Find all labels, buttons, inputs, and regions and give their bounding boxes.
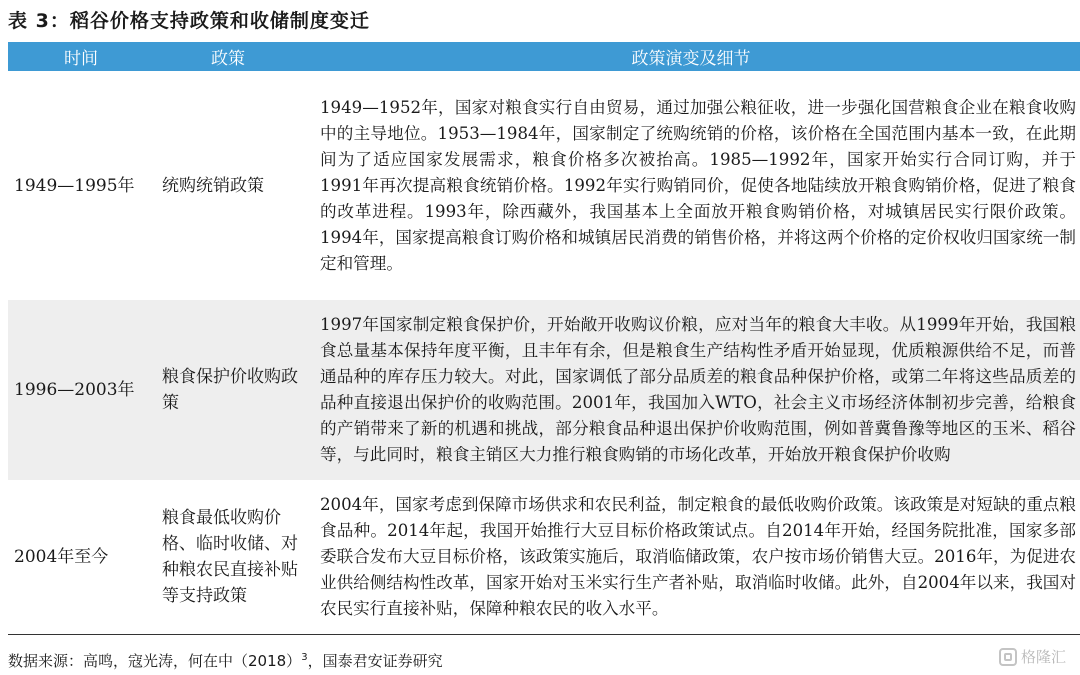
source-footnote: 3: [301, 652, 308, 663]
header-policy: 政策: [211, 49, 245, 69]
header-time: 时间: [64, 49, 98, 69]
policy-cell: 粮食最低收购价格、临时收储、对种粮农民直接补贴等支持政策: [162, 508, 298, 606]
time-cell: 2004年至今: [14, 547, 109, 567]
time-cell: 1949—1995年: [14, 175, 135, 196]
table-row: [8, 300, 1080, 480]
detail-cell: 1949—1952年，国家对粮食实行自由贸易，通过加强公粮征收，进一步强化国营粮食企业在粮食收购中的主导地位。1953—1984年，国家制定了统购统销的价格，该价格在全国范围内基本一致，在此期间为了适应国家发展需求，粮食价格多次被抬高。1985—1992年，国家开始实行合同订购，并于1991年再次提高粮食统销价格。1992年实行购销同价，促使各地陆续放开粮食购销价格，促进了粮食的改革进程。1993年，除西藏外，我国基本上全面放开粮食购销价格，对城镇居民实行限价政策。1994年，国家提高粮食订购价格和城镇居民消费的销售价格，并将这两个价格的定价权收归国家统一制定和管理。: [320, 97, 1076, 273]
source-text: 数据来源：高鸣，寇光涛，何在中（2018）: [8, 652, 302, 670]
watermark-text: 格隆汇: [1020, 648, 1066, 666]
source-suffix: ，国泰君安证券研究: [307, 652, 443, 670]
header-detail: 政策演变及细节: [631, 49, 751, 69]
logo-icon: [999, 648, 1017, 666]
policy-table: [8, 42, 1080, 634]
policy-cell: 统购统销政策: [162, 175, 264, 196]
table-title: 表 3：稻谷价格支持政策和收储制度变迁: [8, 10, 370, 32]
table-bottom-rule: [8, 634, 1080, 635]
detail-cell: 1997年国家制定粮食保护价，开始敞开收购议价粮，应对当年的粮食大丰收。从1999年开始，我国粮食总量基本保持年度平衡，且丰年有余，但是粮食生产结构性矛盾开始显现，优质粮源供给不足，而普通品种的库存压力较大。对此，国家调低了部分品质差的粮食品种保护价格，或第二年将这些品质差的品种直接退出保护价的收购范围。2001年，我国加入WTO，社会主义市场经济体制初步完善，给粮食的产销带来了新的机遇和挑战，部分粮食品种退出保护价收购范围，例如普冀鲁豫等地区的玉米、稻谷等，与此同时，粮食主销区大力推行粮食购销的市场化改革，开始放开粮食保护价收购: [320, 315, 1076, 464]
table-header-row: [8, 42, 1080, 71]
table-row: [8, 480, 1080, 634]
detail-cell: 2004年，国家考虑到保障市场供求和农民利益，制定粮食的最低收购价政策。该政策是对短缺的重点粮食品种。2014年起，我国开始推行大豆目标价格政策试点。自2014年开始，经国务院批准，国家多部委联合发布大豆目标价格，该政策实施后，取消临储政策，农户按市场价销售大豆。2016年，为促进农业供给侧结构性改革，国家开始对玉米实行生产者补贴，取消临时收储。此外，自2004年以来，我国对农民实行直接补贴，保障种粮农民的收入水平。: [320, 495, 1076, 618]
watermark: [999, 646, 1066, 667]
policy-cell: 粮食保护价收购政策: [162, 367, 298, 413]
time-cell: 1996—2003年: [14, 380, 135, 400]
table-row: [8, 71, 1080, 300]
source-note: [8, 646, 443, 673]
